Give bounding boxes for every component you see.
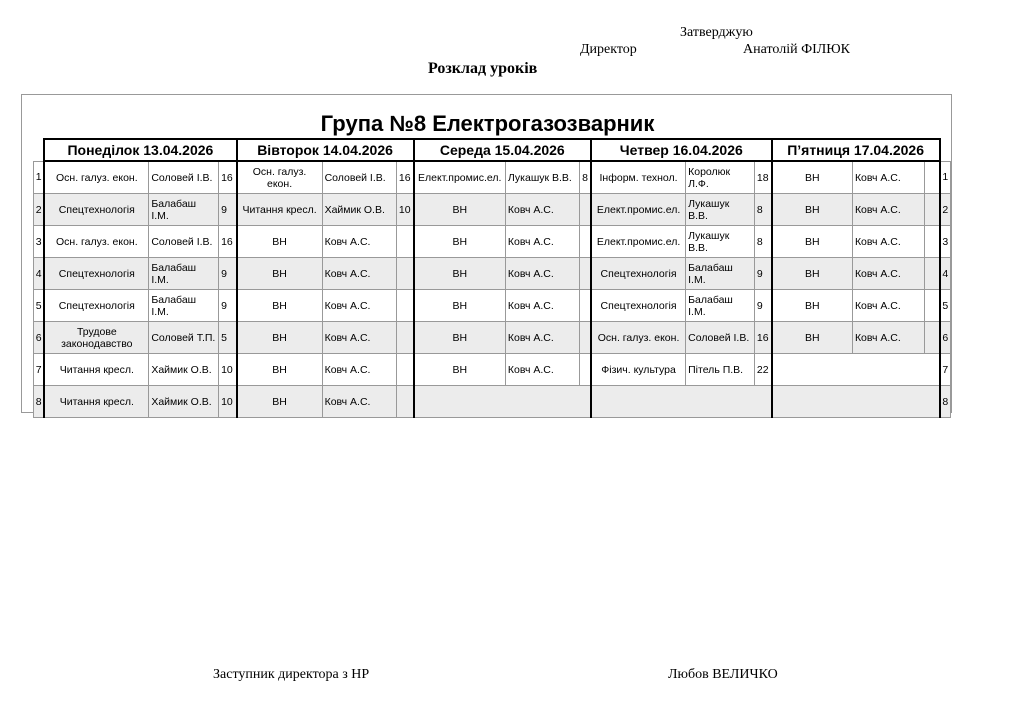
teacher-cell: Ковч А.С. (852, 258, 924, 290)
room-cell (924, 258, 939, 290)
room-cell: 16 (754, 322, 771, 354)
lesson-number: 6 (940, 322, 951, 354)
room-cell (924, 194, 939, 226)
subject-cell: Елект.промис.ел. (414, 161, 506, 194)
day-header: Понеділок 13.04.2026 (44, 139, 236, 161)
lesson-number: 7 (34, 354, 45, 386)
lesson-number: 2 (34, 194, 45, 226)
teacher-cell: Ковч А.С. (852, 161, 924, 194)
subject-cell: ВН (237, 258, 323, 290)
lesson-number: 6 (34, 322, 45, 354)
subject-cell: Осн. галуз. екон. (44, 161, 149, 194)
subject-cell: ВН (772, 161, 853, 194)
teacher-cell: Ковч А.С. (505, 226, 579, 258)
teacher-cell: Лукашук В.В. (686, 194, 755, 226)
teacher-cell: Ковч А.С. (505, 194, 579, 226)
teacher-cell: Ковч А.С. (322, 290, 396, 322)
room-cell: 9 (219, 290, 237, 322)
header-spacer (34, 139, 45, 161)
teacher-cell: Лукашук В.В. (686, 226, 755, 258)
teacher-cell: Ковч А.С. (505, 354, 579, 386)
teacher-cell: Балабаш І.М. (686, 290, 755, 322)
empty-lesson-cell (591, 386, 772, 418)
room-cell (924, 322, 939, 354)
teacher-cell: Балабаш І.М. (149, 258, 219, 290)
room-cell (924, 161, 939, 194)
teacher-cell: Ковч А.С. (505, 322, 579, 354)
teacher-cell: Соловей І.В. (322, 161, 396, 194)
lesson-row (34, 161, 951, 194)
room-cell: 10 (219, 386, 237, 418)
room-cell (396, 322, 413, 354)
lesson-number: 1 (34, 161, 45, 194)
subject-cell: ВН (414, 194, 506, 226)
teacher-cell: Хаймик О.В. (322, 194, 396, 226)
room-cell (396, 258, 413, 290)
director-role: Директор (580, 42, 637, 57)
empty-lesson-cell (772, 386, 940, 418)
subject-cell: Осн. галуз. екон. (44, 226, 149, 258)
room-cell: 10 (219, 354, 237, 386)
subject-cell: Читання кресл. (237, 194, 323, 226)
room-cell: 9 (754, 258, 771, 290)
teacher-cell: Ковч А.С. (505, 290, 579, 322)
subject-cell: ВН (237, 354, 323, 386)
day-header: Вівторок 14.04.2026 (237, 139, 414, 161)
teacher-cell: Ковч А.С. (852, 322, 924, 354)
room-cell (924, 290, 939, 322)
subject-cell: Спецтехнологія (591, 258, 686, 290)
room-cell: 16 (219, 161, 237, 194)
subject-cell: Осн. галуз. екон. (237, 161, 323, 194)
lesson-number: 4 (940, 258, 951, 290)
teacher-cell: Ковч А.С. (322, 322, 396, 354)
subject-cell: Осн. галуз. екон. (591, 322, 686, 354)
subject-cell: Елект.промис.ел. (591, 226, 686, 258)
subject-cell: ВН (772, 226, 853, 258)
director-name: Анатолій ФІЛЮК (743, 42, 851, 57)
room-cell (580, 322, 591, 354)
lesson-number: 5 (940, 290, 951, 322)
schedule-sheet (21, 94, 952, 413)
teacher-cell: Балабаш І.М. (149, 194, 219, 226)
room-cell (396, 354, 413, 386)
subject-cell: Спецтехнологія (591, 290, 686, 322)
teacher-cell: Пітель П.В. (686, 354, 755, 386)
room-cell: 8 (754, 226, 771, 258)
teacher-cell: Соловей Т.П. (149, 322, 219, 354)
subject-cell: Читання кресл. (44, 386, 149, 418)
lesson-number: 8 (940, 386, 951, 418)
empty-lesson-cell (414, 386, 591, 418)
room-cell: 5 (219, 322, 237, 354)
lesson-number: 4 (34, 258, 45, 290)
teacher-cell: Ковч А.С. (852, 290, 924, 322)
room-cell: 8 (754, 194, 771, 226)
room-cell (580, 354, 591, 386)
lesson-row (34, 354, 951, 386)
room-cell: 16 (219, 226, 237, 258)
teacher-cell: Ковч А.С. (852, 194, 924, 226)
day-header: П’ятниця 17.04.2026 (772, 139, 940, 161)
lesson-row (34, 322, 951, 354)
room-cell: 8 (580, 161, 591, 194)
lesson-number: 5 (34, 290, 45, 322)
teacher-cell: Хаймик О.В. (149, 354, 219, 386)
room-cell (580, 226, 591, 258)
teacher-cell: Ковч А.С. (505, 258, 579, 290)
subject-cell: Фізич. культура (591, 354, 686, 386)
document-title: Розклад уроків (428, 60, 538, 77)
lesson-row (34, 386, 951, 418)
lesson-row (34, 194, 951, 226)
teacher-cell: Балабаш І.М. (686, 258, 755, 290)
deputy-name: Любов ВЕЛИЧКО (668, 667, 778, 682)
subject-cell: Трудове законодавство (44, 322, 149, 354)
subject-cell: Читання кресл. (44, 354, 149, 386)
subject-cell: ВН (237, 386, 323, 418)
teacher-cell: Соловей І.В. (686, 322, 755, 354)
deputy-role: Заступник директора з НР (213, 667, 370, 682)
subject-cell: Спецтехнологія (44, 258, 149, 290)
empty-lesson-cell (772, 354, 940, 386)
subject-cell: ВН (414, 226, 506, 258)
room-cell (580, 290, 591, 322)
room-cell: 22 (754, 354, 771, 386)
lesson-row (34, 290, 951, 322)
room-cell: 9 (754, 290, 771, 322)
subject-cell: Спецтехнологія (44, 194, 149, 226)
lesson-number: 8 (34, 386, 45, 418)
teacher-cell: Хаймик О.В. (149, 386, 219, 418)
room-cell (580, 194, 591, 226)
day-header: Середа 15.04.2026 (414, 139, 591, 161)
lesson-row (34, 258, 951, 290)
teacher-cell: Ковч А.С. (322, 354, 396, 386)
approve-label: Затверджую (680, 25, 753, 40)
lesson-row (34, 226, 951, 258)
lesson-number: 3 (940, 226, 951, 258)
subject-cell: ВН (772, 258, 853, 290)
room-cell (396, 386, 413, 418)
subject-cell: Елект.промис.ел. (591, 194, 686, 226)
teacher-cell: Ковч А.С. (322, 386, 396, 418)
subject-cell: ВН (414, 258, 506, 290)
teacher-cell: Лукашук В.В. (505, 161, 579, 194)
subject-cell: ВН (414, 322, 506, 354)
room-cell: 10 (396, 194, 413, 226)
subject-cell: ВН (414, 354, 506, 386)
teacher-cell: Ковч А.С. (852, 226, 924, 258)
subject-cell: ВН (237, 290, 323, 322)
teacher-cell: Ковч А.С. (322, 226, 396, 258)
room-cell (924, 226, 939, 258)
room-cell: 9 (219, 258, 237, 290)
room-cell (580, 258, 591, 290)
room-cell: 9 (219, 194, 237, 226)
lesson-number: 1 (940, 161, 951, 194)
room-cell (396, 290, 413, 322)
teacher-cell: Ковч А.С. (322, 258, 396, 290)
schedule-table (33, 138, 951, 418)
day-header-row (34, 139, 951, 161)
subject-cell: ВН (414, 290, 506, 322)
subject-cell: ВН (772, 290, 853, 322)
teacher-cell: Королюк Л.Ф. (686, 161, 755, 194)
lesson-number: 2 (940, 194, 951, 226)
room-cell: 16 (396, 161, 413, 194)
group-title: Група №8 Електрогазозварник (320, 111, 655, 136)
subject-cell: ВН (237, 226, 323, 258)
header-spacer (940, 139, 951, 161)
room-cell (396, 226, 413, 258)
room-cell: 18 (754, 161, 771, 194)
subject-cell: ВН (237, 322, 323, 354)
lesson-number: 7 (940, 354, 951, 386)
lesson-number: 3 (34, 226, 45, 258)
subject-cell: ВН (772, 194, 853, 226)
subject-cell: Інформ. технол. (591, 161, 686, 194)
teacher-cell: Соловей І.В. (149, 226, 219, 258)
teacher-cell: Балабаш І.М. (149, 290, 219, 322)
subject-cell: ВН (772, 322, 853, 354)
teacher-cell: Соловей І.В. (149, 161, 219, 194)
day-header: Четвер 16.04.2026 (591, 139, 772, 161)
subject-cell: Спецтехнологія (44, 290, 149, 322)
